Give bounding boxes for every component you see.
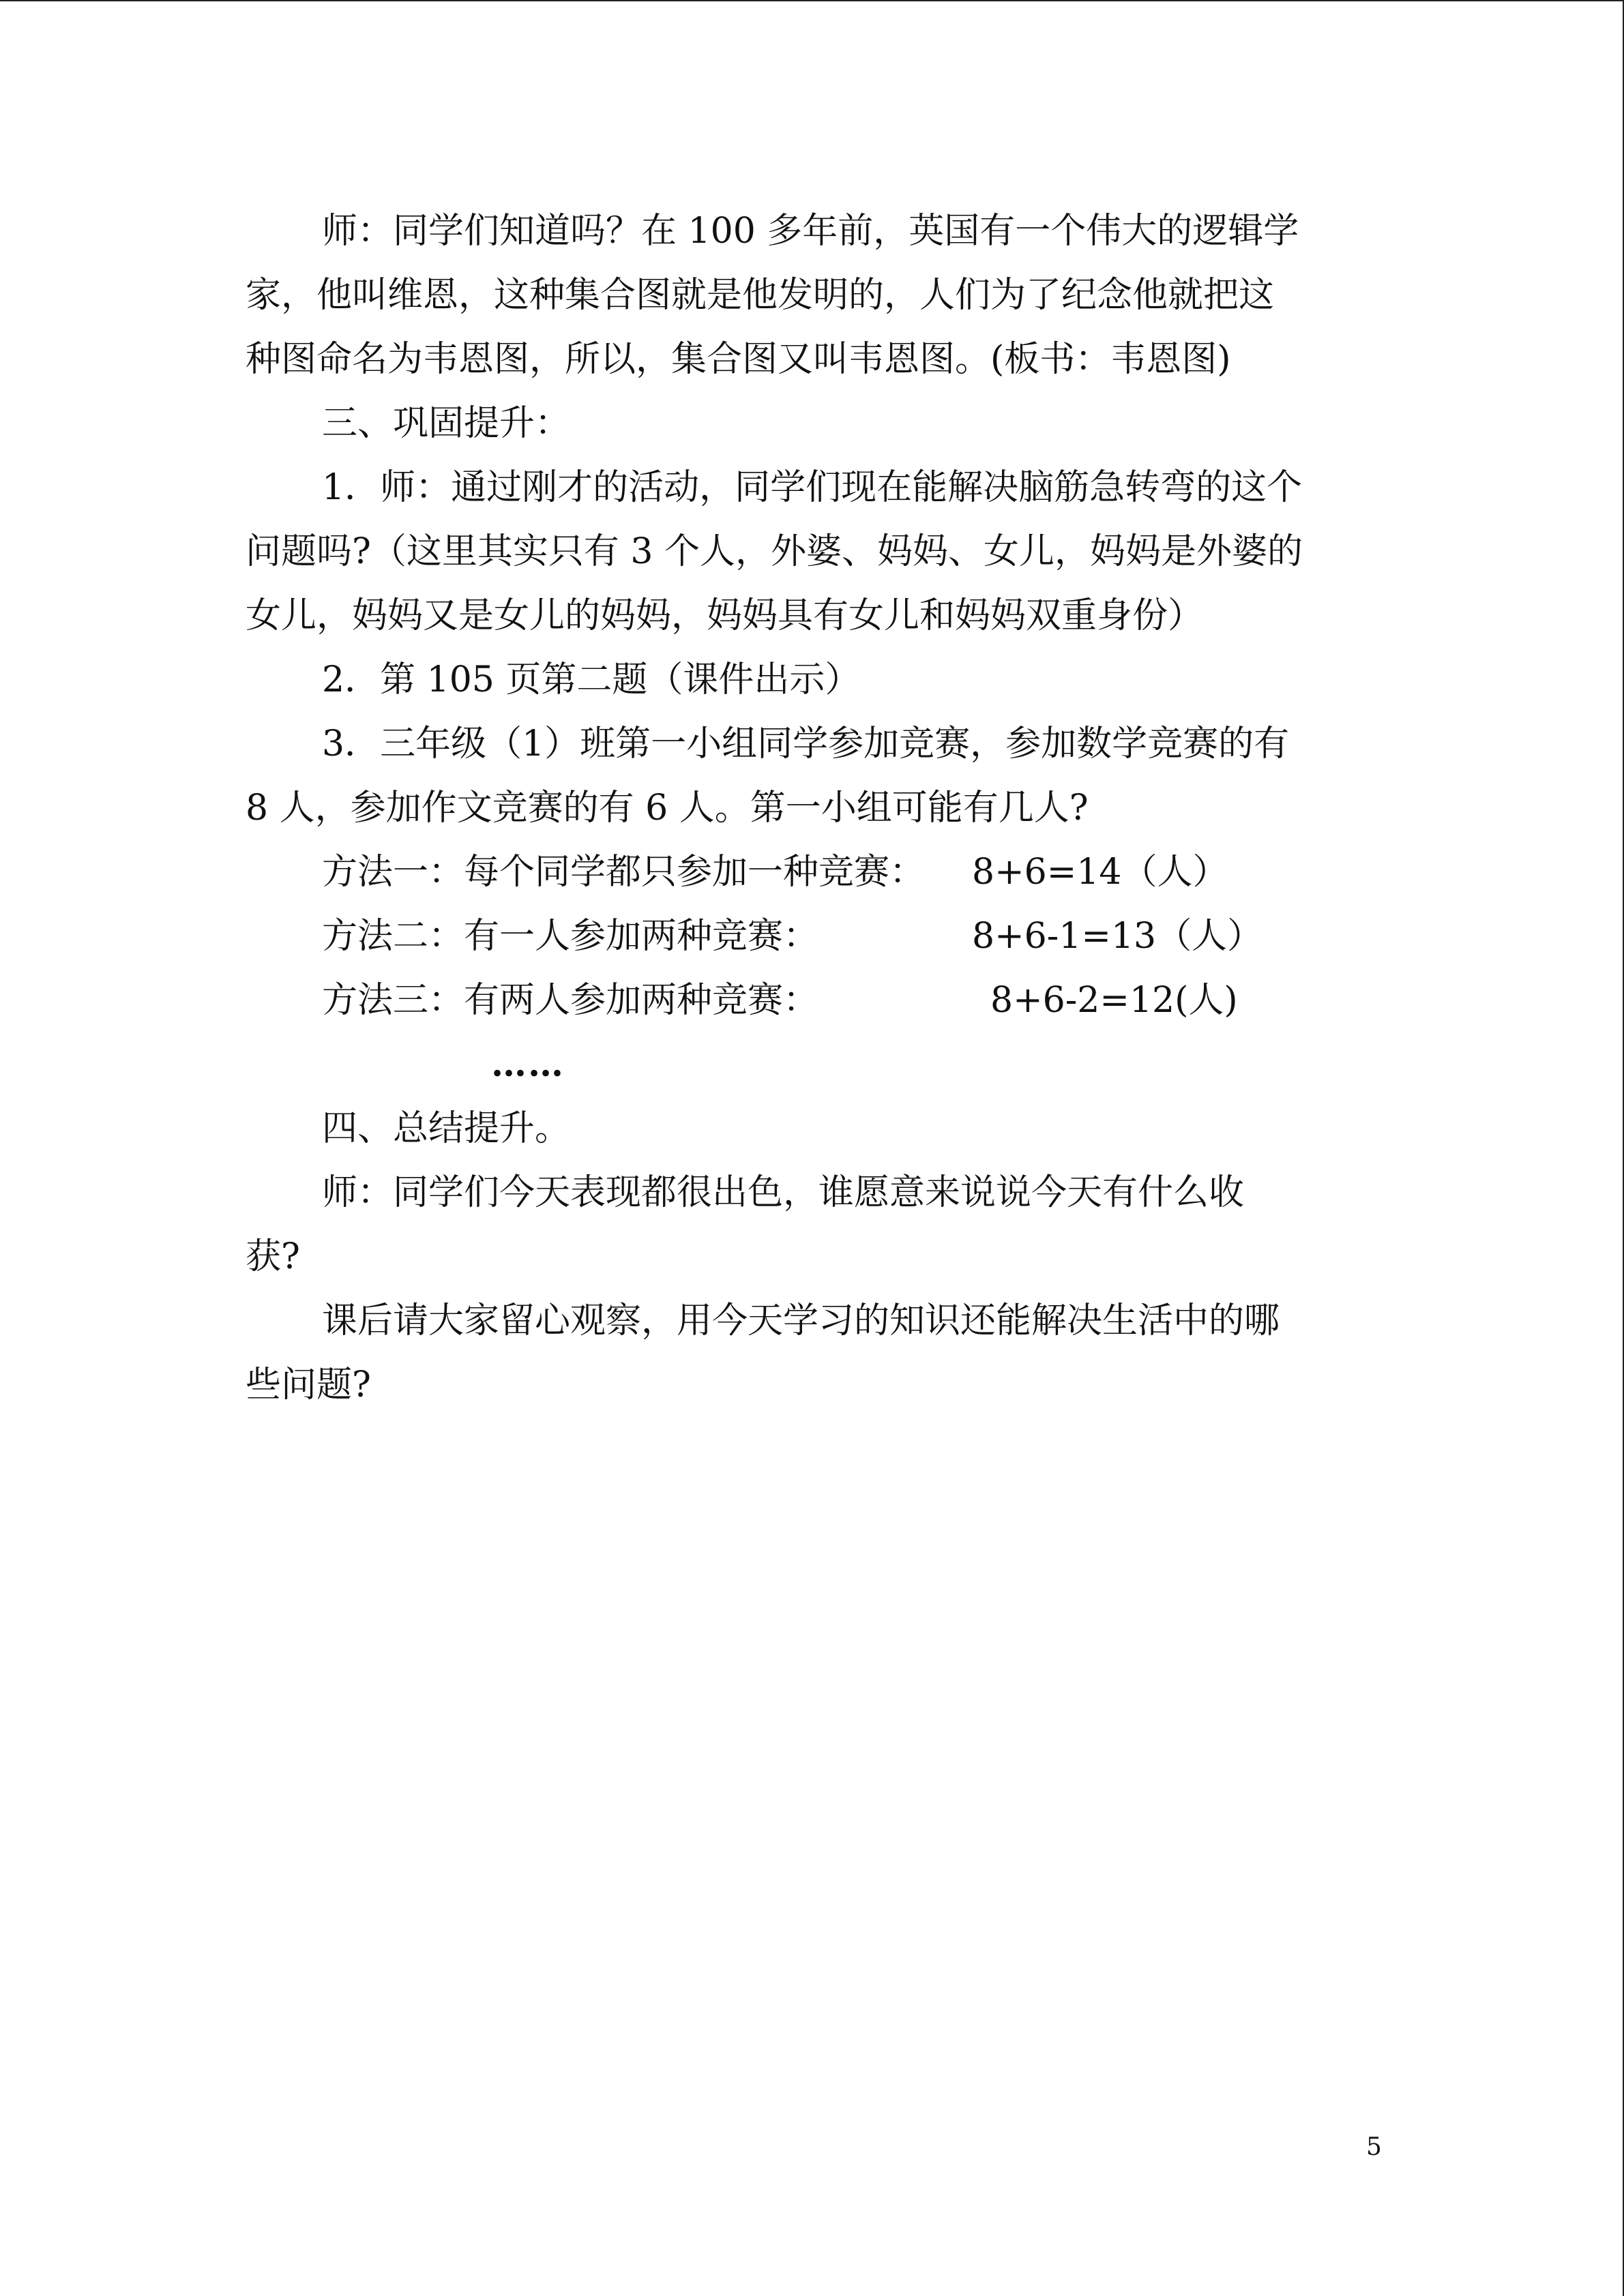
ellipsis: …… bbox=[491, 1043, 565, 1085]
method-label-2: 方法二：有一人参加两种竞赛： bbox=[322, 916, 819, 957]
method-row-3 bbox=[246, 968, 1378, 1032]
paragraph-venn-history-line-2: 家，他叫维恩，这种集合图就是他发明的，人们为了纪念他就把这 bbox=[246, 275, 1275, 316]
page-content bbox=[246, 199, 1378, 1417]
method-formula-2: 8+6-1=13（人） bbox=[972, 916, 1263, 957]
method-label-3: 方法三：有两人参加两种竞赛： bbox=[322, 980, 819, 1021]
summary-line-1: 师：同学们今天表现都很出色，谁愿意来说说今天有什么收 bbox=[322, 1172, 1245, 1213]
method-formula-1: 8+6=14（人） bbox=[972, 852, 1228, 893]
page-number: 5 bbox=[1366, 2133, 1382, 2161]
homework-line-2: 些问题? bbox=[246, 1365, 371, 1405]
item-1-line-2: 问题吗?（这里其实只有 3 个人，外婆、妈妈、女儿，妈妈是外婆的 bbox=[246, 531, 1303, 572]
section-heading-summary: 四、总结提升。 bbox=[322, 1108, 571, 1149]
method-row-1 bbox=[246, 840, 1378, 904]
item-1-line-3: 女儿，妈妈又是女儿的妈妈，妈妈具有女儿和妈妈双重身份） bbox=[246, 595, 1204, 636]
method-row-2 bbox=[246, 904, 1378, 968]
summary-line-2: 获? bbox=[246, 1236, 300, 1277]
section-heading-consolidate: 三、巩固提升： bbox=[322, 403, 571, 444]
item-3-line-1: 3．三年级（1）班第一小组同学参加竞赛，参加数学竞赛的有 bbox=[322, 724, 1290, 764]
paragraph-venn-history-line-1: 师：同学们知道吗？在 100 多年前，英国有一个伟大的逻辑学 bbox=[322, 211, 1299, 252]
item-2: 2．第 105 页第二题（课件出示） bbox=[322, 659, 861, 700]
method-label-1: 方法一：每个同学都只参加一种竞赛： bbox=[322, 852, 926, 893]
item-3-line-2: 8 人，参加作文竞赛的有 6 人。第一小组可能有几人? bbox=[246, 788, 1089, 829]
homework-line-1: 课后请大家留心观察，用今天学习的知识还能解决生活中的哪 bbox=[322, 1300, 1280, 1341]
method-formula-3: 8+6-2=12(人) bbox=[990, 980, 1238, 1021]
item-1-line-1: 1．师：通过刚才的活动，同学们现在能解决脑筋急转弯的这个 bbox=[322, 467, 1303, 508]
paragraph-venn-history-line-3: 种图命名为韦恩图，所以，集合图又叫韦恩图。(板书：韦恩图) bbox=[246, 339, 1231, 380]
